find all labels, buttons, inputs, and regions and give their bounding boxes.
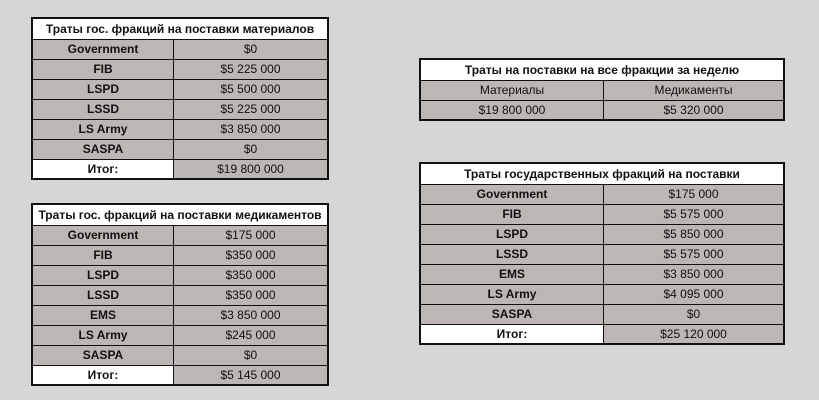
- faction-value: $0: [174, 139, 329, 159]
- faction-name: EMS: [32, 305, 174, 325]
- faction-name: FIB: [32, 59, 174, 79]
- medicine-table-title: Траты гос. фракций на поставки медикаментов: [32, 204, 328, 225]
- state-table: [419, 162, 785, 345]
- faction-name: LSSD: [32, 99, 174, 119]
- table-row: [32, 59, 328, 79]
- faction-value: $3 850 000: [604, 264, 785, 284]
- materials-table: [31, 17, 329, 180]
- faction-name: SASPA: [420, 304, 604, 324]
- table-row: [420, 264, 784, 284]
- table-row: [420, 224, 784, 244]
- faction-value: $350 000: [174, 285, 329, 305]
- table-row: [32, 265, 328, 285]
- table-row: [420, 204, 784, 224]
- faction-name: EMS: [420, 264, 604, 284]
- table-row: [420, 304, 784, 324]
- medicine-value: $5 320 000: [604, 100, 785, 120]
- table-row: [32, 325, 328, 345]
- total-label: Итог:: [32, 159, 174, 179]
- weekly-table-title: Траты на поставки на все фракции за неделю: [420, 59, 784, 80]
- faction-value: $245 000: [174, 325, 329, 345]
- table-row: [420, 100, 784, 120]
- column-header-medicine: Медикаменты: [604, 80, 785, 100]
- faction-value: $4 095 000: [604, 284, 785, 304]
- total-value: $25 120 000: [604, 324, 785, 344]
- table-row: [32, 345, 328, 365]
- faction-name: Government: [32, 39, 174, 59]
- faction-name: FIB: [32, 245, 174, 265]
- materials-table-title: Траты гос. фракций на поставки материалов: [32, 18, 328, 39]
- total-row: [32, 159, 328, 179]
- faction-value: $5 225 000: [174, 99, 329, 119]
- state-table-title: Траты государственных фракций на поставки: [420, 163, 784, 184]
- total-value: $19 800 000: [174, 159, 329, 179]
- faction-name: LSSD: [420, 244, 604, 264]
- faction-value: $3 850 000: [174, 119, 329, 139]
- column-header-materials: Материалы: [420, 80, 604, 100]
- table-row: [32, 119, 328, 139]
- table-row: [32, 139, 328, 159]
- total-row: [32, 365, 328, 385]
- faction-value: $350 000: [174, 245, 329, 265]
- table-row: [32, 39, 328, 59]
- faction-value: $175 000: [174, 225, 329, 245]
- total-label: Итог:: [32, 365, 174, 385]
- faction-name: SASPA: [32, 345, 174, 365]
- faction-name: LS Army: [32, 325, 174, 345]
- table-row: [32, 99, 328, 119]
- faction-name: LSSD: [32, 285, 174, 305]
- table-row: [32, 225, 328, 245]
- faction-name: LSPD: [420, 224, 604, 244]
- faction-name: FIB: [420, 204, 604, 224]
- table-row: [32, 305, 328, 325]
- faction-name: LS Army: [32, 119, 174, 139]
- table-header-row: [420, 80, 784, 100]
- faction-value: $5 225 000: [174, 59, 329, 79]
- faction-value: $5 575 000: [604, 244, 785, 264]
- weekly-table: [419, 58, 785, 121]
- faction-name: Government: [32, 225, 174, 245]
- faction-value: $0: [604, 304, 785, 324]
- table-row: [32, 285, 328, 305]
- faction-name: Government: [420, 184, 604, 204]
- faction-value: $3 850 000: [174, 305, 329, 325]
- total-row: [420, 324, 784, 344]
- table-row: [420, 244, 784, 264]
- medicine-table: [31, 203, 329, 386]
- table-row: [32, 245, 328, 265]
- table-row: [32, 79, 328, 99]
- faction-value: $0: [174, 345, 329, 365]
- table-row: [420, 284, 784, 304]
- table-row: [420, 184, 784, 204]
- total-value: $5 145 000: [174, 365, 329, 385]
- faction-value: $0: [174, 39, 329, 59]
- faction-value: $5 500 000: [174, 79, 329, 99]
- materials-value: $19 800 000: [420, 100, 604, 120]
- faction-value: $175 000: [604, 184, 785, 204]
- faction-name: SASPA: [32, 139, 174, 159]
- faction-name: LSPD: [32, 79, 174, 99]
- faction-value: $5 575 000: [604, 204, 785, 224]
- faction-value: $5 850 000: [604, 224, 785, 244]
- total-label: Итог:: [420, 324, 604, 344]
- faction-value: $350 000: [174, 265, 329, 285]
- faction-name: LSPD: [32, 265, 174, 285]
- faction-name: LS Army: [420, 284, 604, 304]
